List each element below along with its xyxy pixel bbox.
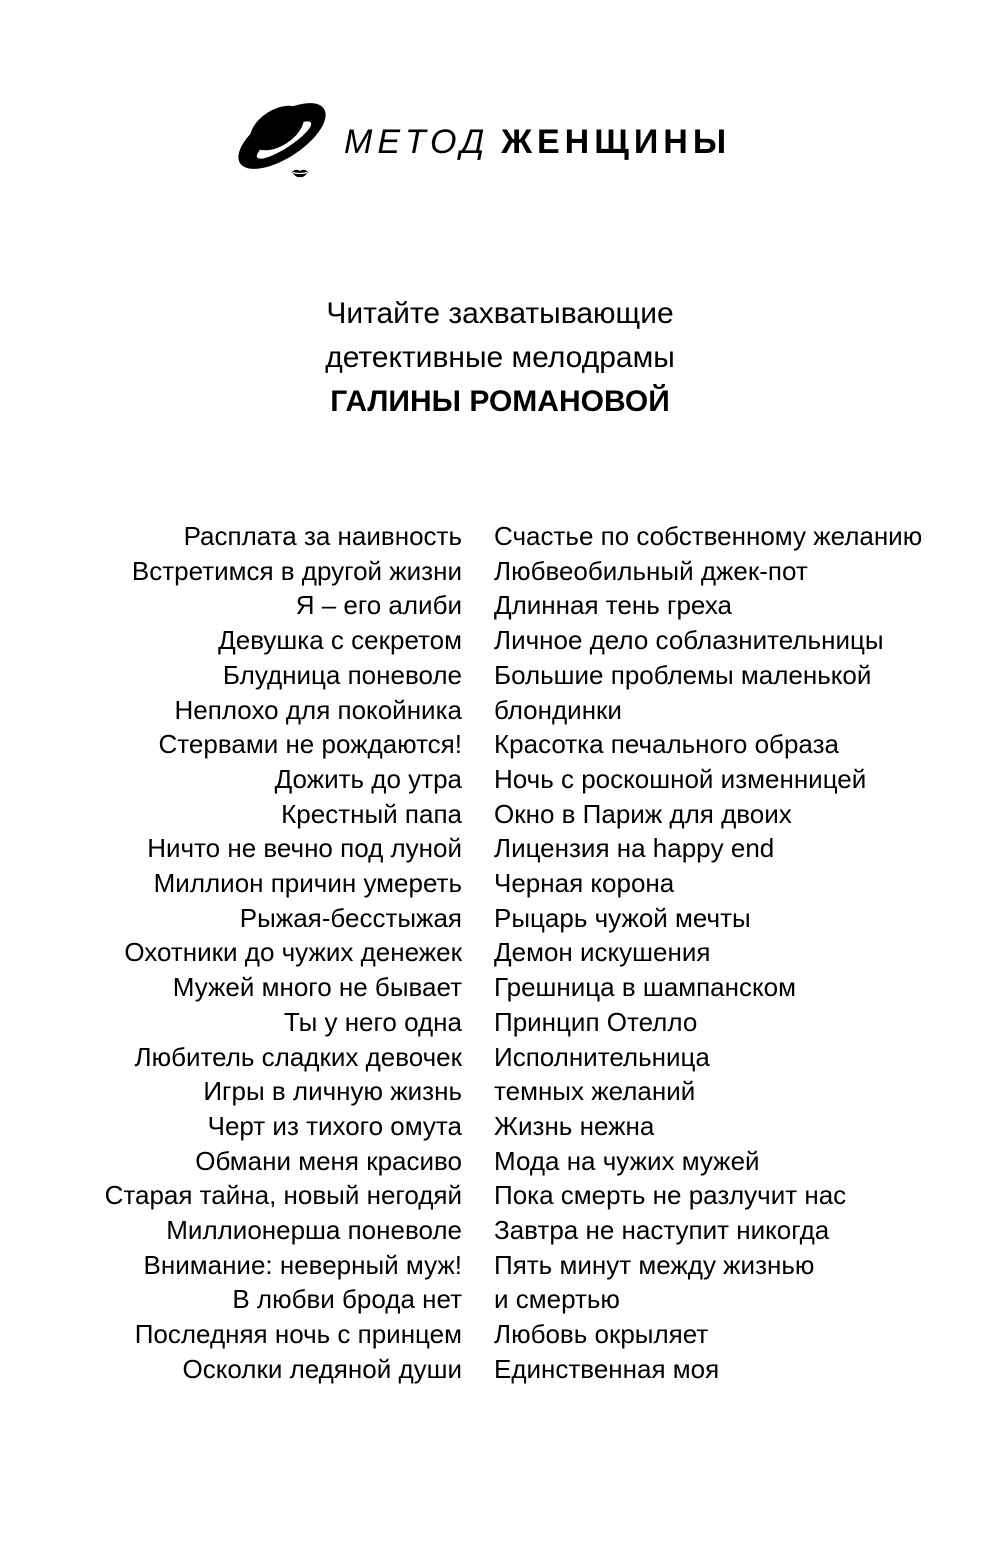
book-title: Принцип Отелло xyxy=(494,1006,698,1037)
book-title: Пока смерть не разлучит нас xyxy=(494,1180,847,1211)
book-title: Окно в Париж для двоих xyxy=(494,798,792,829)
book-title: темных желаний xyxy=(494,1076,696,1107)
book-title: Любвеобильный джек-пот xyxy=(494,555,808,586)
book-title: Мужей много не бывает xyxy=(172,972,462,1003)
book-title: Рыжая-бесстыжая xyxy=(239,902,462,933)
book-title: Я – его алиби xyxy=(295,590,462,621)
book-title: Ты у него одна xyxy=(283,1006,462,1037)
book-title: Длинная тень греха xyxy=(494,590,732,621)
book-title: Большие проблемы маленькой xyxy=(494,659,872,690)
book-title: Блудница поневоле xyxy=(222,659,462,690)
book-title: Обмани меня красиво xyxy=(195,1145,462,1176)
book-title: Мода на чужих мужей xyxy=(494,1145,760,1176)
book-title: Охотники до чужих денежек xyxy=(124,937,462,968)
intro-line-2: детективные мелодрамы xyxy=(325,341,675,374)
book-title: Личное дело соблазнительницы xyxy=(494,625,884,656)
series-name-light: МЕТОД xyxy=(344,122,490,161)
book-title: Лицензия на happy end xyxy=(494,833,775,864)
book-title: Исполнительница xyxy=(494,1041,710,1072)
book-title: Миллион причин умереть xyxy=(153,868,462,899)
book-title: Красотка печального образа xyxy=(494,729,839,760)
book-title: Ночь с роскошной изменницей xyxy=(494,763,867,794)
book-title: Черт из тихого омута xyxy=(207,1110,462,1141)
book-title: блондинки xyxy=(494,694,622,725)
book-title: Встретимся в другой жизни xyxy=(131,555,462,586)
series-name-bold: ЖЕНЩИНЫ xyxy=(501,122,732,161)
book-title: Дожить до утра xyxy=(274,763,462,794)
book-title: Последняя ночь с принцем xyxy=(134,1319,462,1350)
book-title: и смертью xyxy=(494,1284,620,1315)
book-title: Грешница в шампанском xyxy=(494,972,796,1003)
book-title: Любитель сладких девочек xyxy=(134,1041,462,1072)
book-title: Черная корона xyxy=(494,868,675,899)
author-name: ГАЛИНЫ РОМАНОВОЙ xyxy=(330,385,670,418)
series-logo xyxy=(232,92,731,188)
book-title: Девушка с секретом xyxy=(218,625,462,656)
book-title: Жизнь нежна xyxy=(494,1110,655,1141)
book-title: Счастье по собственному желанию xyxy=(494,521,923,551)
book-title: Единственная моя xyxy=(494,1353,720,1384)
book-title: Демон искушения xyxy=(494,937,711,968)
book-title: Осколки ледяной души xyxy=(182,1353,462,1384)
book-title: В любви брода нет xyxy=(232,1284,462,1315)
book-title: Ничто не вечно под луной xyxy=(147,833,462,864)
titles-left-column xyxy=(105,519,462,1387)
book-title: Рыцарь чужой мечты xyxy=(494,902,751,933)
book-title: Стервами не рождаются! xyxy=(158,729,462,760)
book-title: Неплохо для покойника xyxy=(174,694,462,725)
book-title: Внимание: неверный муж! xyxy=(143,1249,462,1280)
intro-line-1: Читайте захватывающие xyxy=(326,297,674,330)
book-title: Расплата за наивность xyxy=(183,521,462,551)
intro-block xyxy=(0,292,1000,424)
woman-hat-logo-icon xyxy=(232,92,332,188)
book-title: Любовь окрыляет xyxy=(494,1319,709,1350)
book-title: Старая тайна, новый негодяй xyxy=(104,1180,462,1211)
series-name xyxy=(344,123,731,162)
book-title: Пять минут между жизнью xyxy=(494,1249,815,1280)
titles-right-column xyxy=(494,519,954,1387)
book-title: Завтра не наступит никогда xyxy=(494,1215,830,1246)
book-title: Миллионерша поневоле xyxy=(166,1215,462,1246)
book-title: Крестный папа xyxy=(281,798,462,829)
book-title: Игры в личную жизнь xyxy=(203,1076,462,1107)
